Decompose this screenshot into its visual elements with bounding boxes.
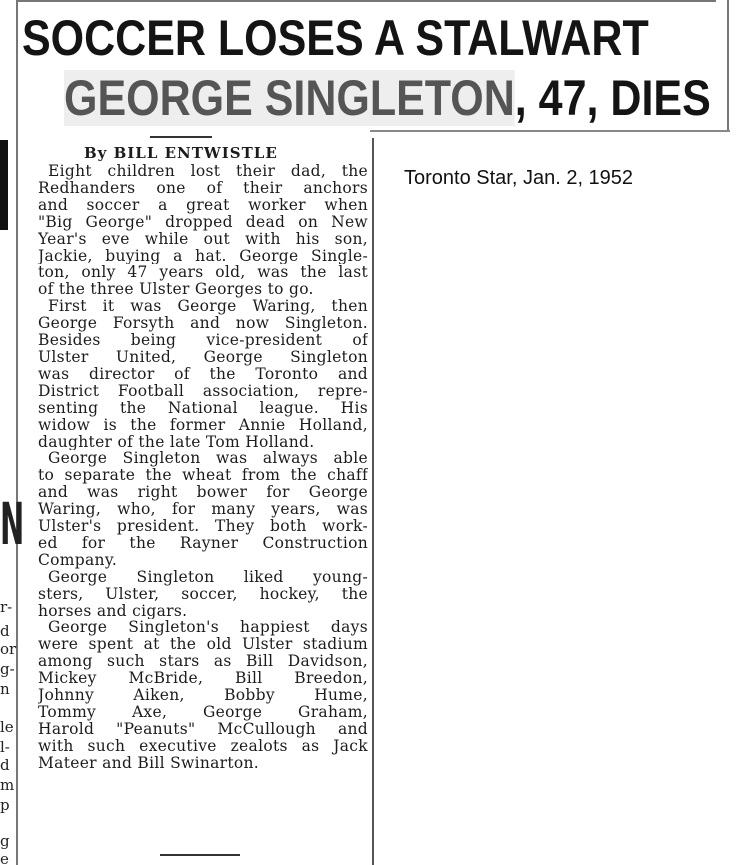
article-line: was director of the Toronto and <box>38 365 368 383</box>
article-line: sters, Ulster, soccer, hockey, the <box>38 585 368 603</box>
article-line: among such stars as Bill Davidson, <box>38 653 368 671</box>
article-line: were spent at the old Ulster stadium <box>38 636 368 654</box>
adjacent-column-fragment: r- <box>0 598 13 616</box>
article-line: District Football association, repre- <box>38 382 368 400</box>
adjacent-column-fragment: d <box>0 756 10 774</box>
article-line: and soccer a great worker when <box>38 196 368 214</box>
article-line: Johnny Aiken, Bobby Hume, <box>38 687 368 704</box>
source-caption: Toronto Star, Jan. 2, 1952 <box>404 167 634 189</box>
article-line: George Singleton's happiest days <box>48 619 368 637</box>
article-line: Ulster's president. They both work- <box>38 518 368 535</box>
headline-age: , 47, DIES <box>514 70 711 126</box>
column-divider <box>372 138 374 865</box>
article-line: ed for the Rayner Construction <box>38 534 368 552</box>
byline: By BILL ENTWISTLE <box>84 144 278 162</box>
adjacent-column-fragment: le <box>0 718 14 736</box>
adjacent-column-fragment: g- <box>0 660 15 678</box>
adjacent-column-fragment: d <box>0 622 10 640</box>
article-line: Harold "Peanuts" McCullough and <box>38 720 368 738</box>
article-line: Ulster United, George Singleton <box>38 348 368 366</box>
article-line: Company. <box>38 551 118 569</box>
article-paragraph <box>38 450 368 568</box>
article-paragraph <box>38 163 368 298</box>
article-line: to separate the wheat from the chaff <box>38 467 368 485</box>
adjacent-column-fragment: g <box>0 832 10 850</box>
article-line: George Singleton liked young- <box>48 568 368 586</box>
adjacent-column-letter: N <box>0 490 25 558</box>
article-line: Jackie, buying a hat. George Single- <box>38 247 368 265</box>
article-line: widow is the former Annie Holland, <box>38 416 368 434</box>
article-paragraph <box>38 569 368 620</box>
article-line: Year's eve while out with his son, <box>38 230 368 248</box>
article-line: Besides being vice-president of <box>38 332 368 349</box>
article-line: George Forsyth and now Singleton. <box>38 315 368 333</box>
article-paragraph <box>38 298 368 450</box>
article-line: daughter of the late Tom Holland. <box>38 433 315 451</box>
article-line: senting the National league. His <box>38 399 368 417</box>
adjacent-column-fragment: m <box>0 776 15 794</box>
headline-name: GEORGE SINGLETON <box>64 70 515 126</box>
article-line: Waring, who, for many years, was <box>38 501 368 519</box>
adjacent-column-fragment: e <box>0 850 9 865</box>
article-line: Eight children lost their dad, the <box>48 163 368 180</box>
adjacent-column-fragment: n <box>0 680 10 698</box>
left-column-rule <box>16 0 18 865</box>
adjacent-column-fragment: or <box>0 640 17 658</box>
article-line: Mateer and Bill Swinarton. <box>38 754 260 772</box>
article-line: "Big George" dropped dead on New <box>38 213 368 231</box>
article-line: George Singleton was always able <box>48 450 368 468</box>
article-line: and was right bower for George <box>38 484 368 502</box>
byline-rule <box>150 136 212 138</box>
article-line: ton, only 47 years old, was the last <box>38 264 368 282</box>
article-body <box>38 163 368 772</box>
adjacent-column-mark <box>0 140 8 230</box>
headline-line-1: SOCCER LOSES A STALWART <box>22 10 649 66</box>
article-line: with such executive zealots as Jack <box>38 737 368 755</box>
right-border <box>727 0 729 130</box>
article-line: First it was George Waring, then <box>48 298 368 316</box>
headline-line-2 <box>64 70 711 126</box>
top-border <box>16 0 716 2</box>
article-line: horses and cigars. <box>38 602 188 620</box>
headline-bottom-border <box>370 130 730 132</box>
article-line: Mickey McBride, Bill Breedon, <box>38 670 368 688</box>
article-line: of the three Ulster Georges to go. <box>38 281 314 299</box>
adjacent-column-fragment: l- <box>0 738 10 756</box>
article-line: Redhanders one of their anchors <box>38 179 368 197</box>
end-rule <box>160 854 240 856</box>
adjacent-column-fragment: p <box>0 796 10 814</box>
article-line: Tommy Axe, George Graham, <box>38 704 368 721</box>
article-paragraph <box>38 619 368 771</box>
